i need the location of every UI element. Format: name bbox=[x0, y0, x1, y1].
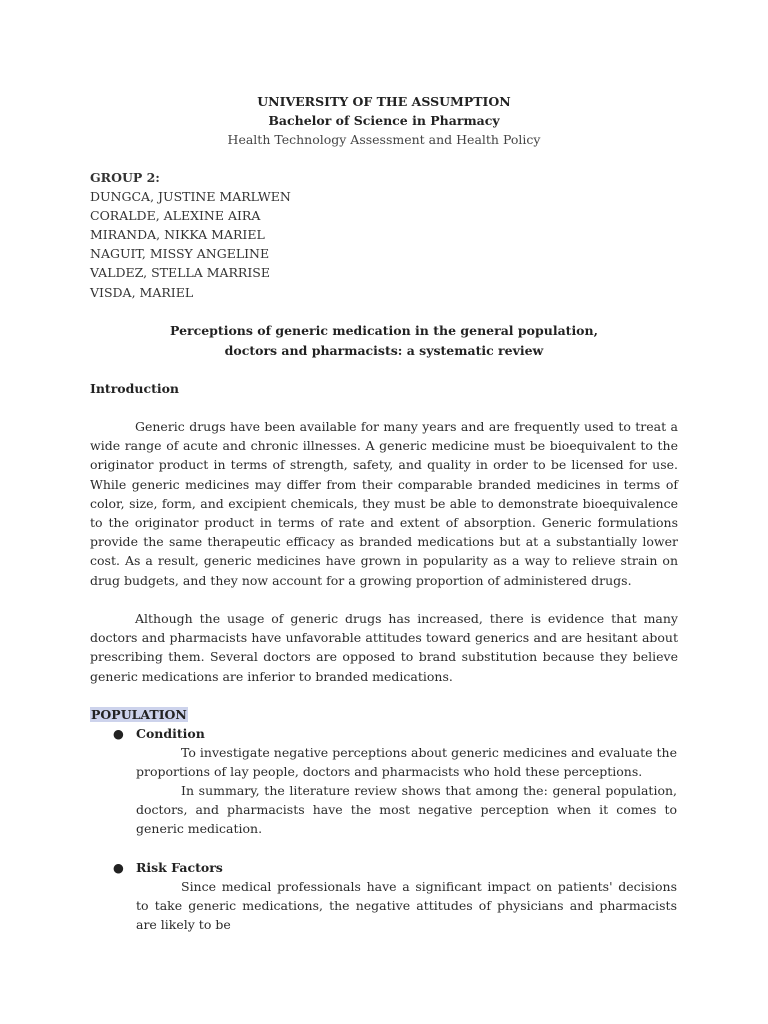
risk-factors-text-1 bbox=[136, 877, 677, 935]
group-member: CORALDE, ALEXINE AIRA bbox=[90, 208, 261, 223]
risk-factors-label: Risk Factors bbox=[136, 860, 223, 875]
condition-label: Condition bbox=[136, 726, 205, 741]
paragraph-text: Generic drugs have been available for many years and are frequently used to treat a wide range of acute and chronic illnesses. A generic medicine must be bioequivalent to the originator product in terms of strength, safety, and quality in order to be licensed for use. While generic medicines may differ from their comparable branded medicines in terms of color, size, form, and excipient chemicals, they must be able to demonstrate bioequivalence to the originator product in terms of rate and extent of absorption. Generic formulations provide the same therapeutic efficacy as branded medications but at a substantially lower cost. As a result, generic medicines have grown in popularity as a way to relieve strain on drug budgets, and they now account for a growing proportion of administered drugs. bbox=[90, 419, 678, 588]
population-heading bbox=[90, 705, 188, 724]
group-member: NAGUIT, MISSY ANGELINE bbox=[90, 246, 270, 261]
condition-text-1 bbox=[136, 743, 677, 781]
group-label: GROUP 2: bbox=[90, 170, 160, 185]
bullet-icon: ● bbox=[113, 860, 124, 875]
paragraph-text: To investigate negative perceptions about generic medicines and evaluate the proportions of lay people, doctors and pharmacists who hold these perceptions. bbox=[136, 745, 677, 780]
condition-text-2 bbox=[136, 781, 677, 839]
group-member: VALDEZ, STELLA MARRISE bbox=[90, 265, 270, 280]
risk-factors-bullet bbox=[113, 858, 223, 877]
condition-bullet bbox=[113, 724, 205, 743]
paragraph-text: In summary, the literature review shows that among the: general population, doctors, and pharmacists have the most negative perception when it comes to generic medication. bbox=[136, 783, 677, 837]
paper-title-line1: Perceptions of generic medication in the general population, bbox=[170, 323, 598, 338]
group-member: VISDA, MARIEL bbox=[90, 285, 194, 300]
paper-title-line2: doctors and pharmacists: a systematic review bbox=[224, 343, 544, 358]
group-member: MIRANDA, NIKKA MARIEL bbox=[90, 227, 265, 242]
course-name: Health Technology Assessment and Health Policy bbox=[227, 132, 541, 147]
introduction-heading: Introduction bbox=[90, 381, 180, 396]
paragraph-text: Although the usage of generic drugs has increased, there is evidence that many doctors and pharmacists have unfavorable attitudes toward generics and are hesitant about prescribing them. Several doctors are opposed to brand substitution because they believe generic medications are inferior to branded medications. bbox=[90, 611, 678, 684]
introduction-paragraph-1 bbox=[90, 417, 678, 590]
paragraph-text: Since medical professionals have a significant impact on patients' decisions to take generic medications, the negative attitudes of physicians and pharmacists are likely to be bbox=[136, 879, 677, 933]
population-heading-text: POPULATION bbox=[91, 707, 187, 722]
introduction-paragraph-2 bbox=[90, 609, 678, 686]
bullet-icon: ● bbox=[113, 726, 124, 741]
group-member: DUNGCA, JUSTINE MARLWEN bbox=[90, 189, 291, 204]
university-name: UNIVERSITY OF THE ASSUMPTION bbox=[257, 94, 511, 109]
program-name: Bachelor of Science in Pharmacy bbox=[268, 113, 500, 128]
